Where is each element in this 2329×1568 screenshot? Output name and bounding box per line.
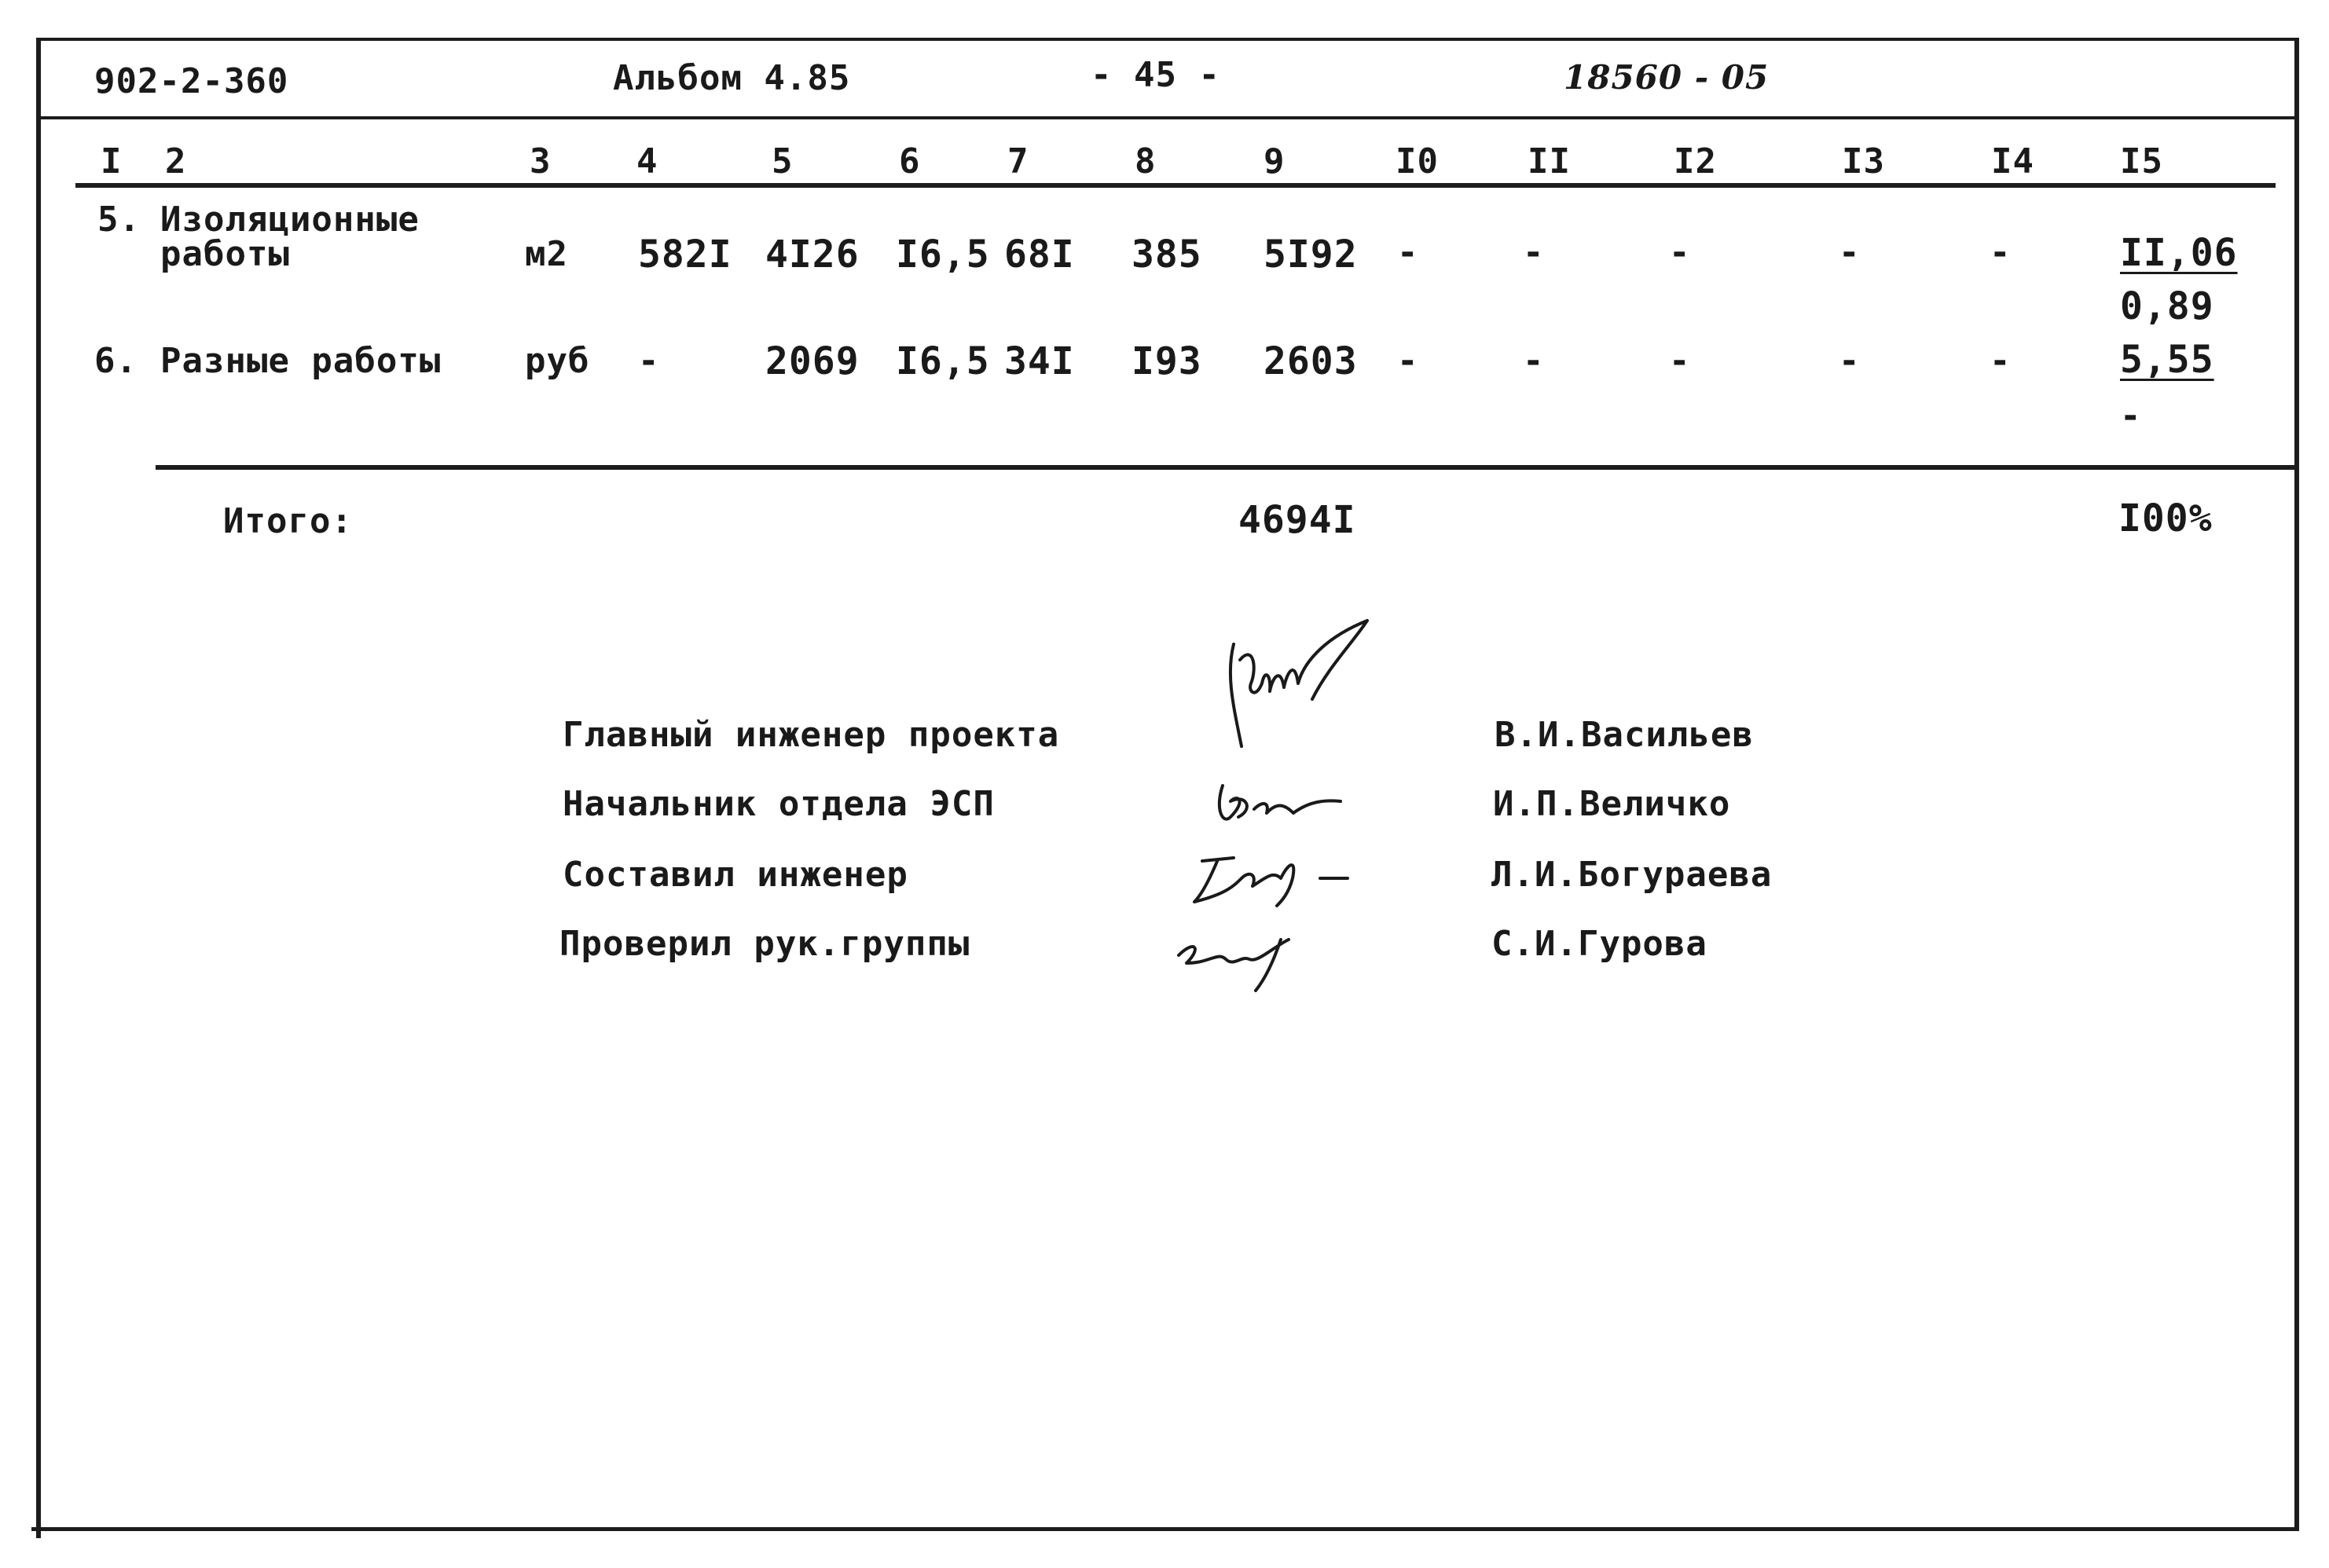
row-cell-15-top: 5,55 (2120, 338, 2214, 382)
row-unit: м2 (525, 234, 568, 274)
row-cell-13: - (1839, 341, 1861, 381)
total-label: Итого: (223, 501, 353, 541)
total-divider (156, 465, 2296, 470)
col-header-14: I4 (1991, 141, 2034, 181)
signature-role: Главный инженер проекта (563, 715, 1060, 755)
row-cell-7: 68I (1004, 233, 1075, 277)
row-cell-6: I6,5 (896, 233, 990, 277)
row-cell-11: - (1523, 341, 1545, 381)
row-cell-6: I6,5 (896, 339, 990, 383)
row-name: Изоляционные (160, 200, 420, 240)
col-header-4: 4 (636, 141, 658, 181)
row-name-continued: работы (160, 234, 290, 274)
signature-name: И.П.Величко (1493, 784, 1731, 824)
frame-bottom-border (31, 1527, 2299, 1531)
column-header-divider (75, 183, 2276, 188)
row-cell-11: - (1523, 233, 1545, 273)
signature-role: Проверил рук.группы (559, 924, 970, 964)
row-cell-8: 385 (1131, 233, 1202, 277)
signature-name: С.И.Гурова (1491, 924, 1707, 964)
total-percent: I00% (2118, 496, 2213, 540)
handwritten-signature (1179, 847, 1359, 910)
frame-left-border (36, 38, 41, 1538)
col-header-10: I0 (1396, 141, 1439, 181)
row-cell-7: 34I (1004, 339, 1075, 383)
row-number: 6. (94, 341, 138, 381)
signature-role: Составил инженер (563, 855, 908, 895)
signature-role: Начальник отдела ЭСП (563, 784, 995, 824)
col-header-7: 7 (1007, 141, 1029, 181)
col-header-13: I3 (1842, 141, 1885, 181)
row-cell-14: - (1990, 233, 2012, 273)
row-cell-12: - (1669, 233, 1691, 273)
row-cell-5: 4I26 (765, 233, 860, 277)
row-cell-4: - (638, 341, 660, 381)
row-cell-14: - (1990, 341, 2012, 381)
row-cell-12: - (1669, 341, 1691, 381)
handwritten-signature (1210, 613, 1383, 770)
col-header-8: 8 (1135, 141, 1157, 181)
col-header-3: 3 (530, 141, 552, 181)
row-cell-15-bottom: 0,89 (2120, 284, 2214, 328)
total-value: 4694I (1238, 498, 1356, 542)
row-cell-9: 5I92 (1264, 233, 1358, 277)
project-code: 902-2-360 (94, 61, 289, 101)
frame-right-border (2294, 38, 2299, 1530)
col-header-11: II (1528, 141, 1571, 181)
handwritten-signature (1207, 770, 1348, 833)
row-unit: руб (525, 341, 590, 381)
page-number: - 45 - (1091, 55, 1220, 95)
handwritten-number: 18560 - 05 (1564, 58, 1770, 97)
row-number: 5. (97, 200, 141, 240)
frame-top-border (36, 38, 2298, 41)
col-header-12: I2 (1674, 141, 1717, 181)
signature-name: Л.И.Богураева (1491, 855, 1773, 895)
header-divider (41, 116, 2296, 119)
row-cell-10: - (1397, 341, 1419, 381)
col-header-2: 2 (165, 141, 187, 181)
row-cell-10: - (1397, 233, 1419, 273)
album-label: Альбом 4.85 (613, 58, 851, 98)
row-cell-9: 2603 (1264, 339, 1358, 383)
row-name: Разные работы (160, 341, 442, 381)
row-cell-15-bottom: - (2120, 396, 2142, 436)
col-header-9: 9 (1264, 141, 1286, 181)
row-cell-8: I93 (1131, 339, 1202, 383)
row-cell-13: - (1839, 233, 1861, 273)
row-cell-5: 2069 (765, 339, 860, 383)
handwritten-signature (1163, 924, 1320, 995)
col-header-15: I5 (2120, 141, 2163, 181)
row-cell-15-top: II,06 (2120, 231, 2238, 275)
signature-name: В.И.Васильев (1495, 715, 1754, 755)
col-header-6: 6 (899, 141, 921, 181)
col-header-5: 5 (772, 141, 794, 181)
col-header-1: I (101, 141, 123, 181)
row-cell-4: 582I (638, 233, 732, 277)
